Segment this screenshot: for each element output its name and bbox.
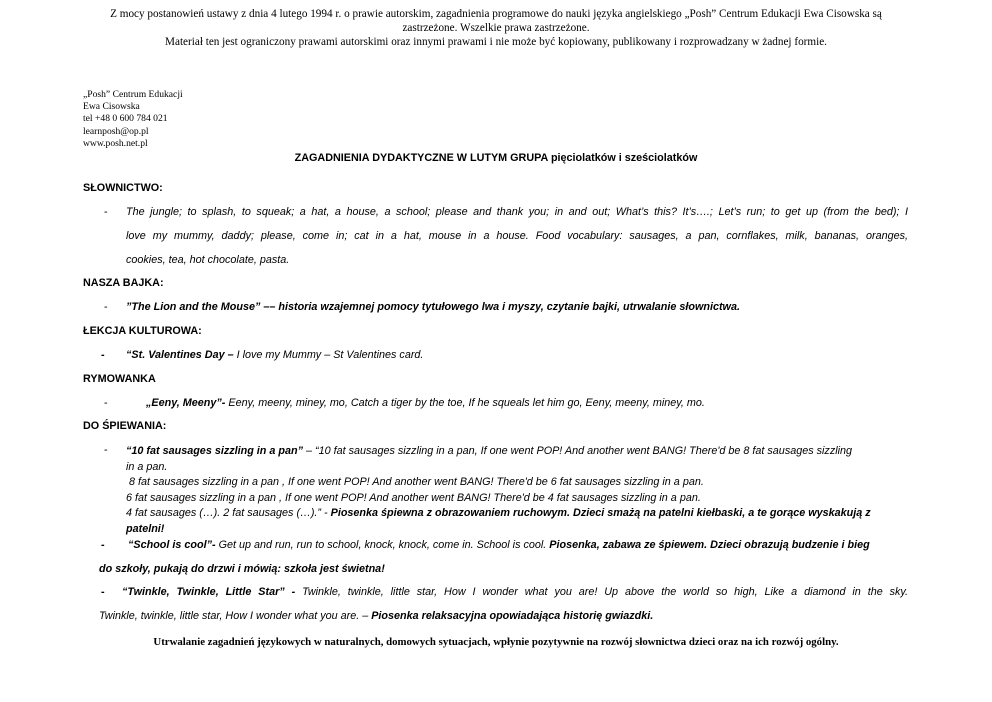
heading-lekcja-kulturowa: ŁEKCJA KULTUROWA: bbox=[83, 325, 202, 337]
bullet-dash: - bbox=[104, 301, 108, 313]
song-school-lyrics: Get up and run, run to school, knock, knock, come in. School is cool. bbox=[215, 539, 550, 551]
rhyme-lyrics: Eeny, meeny, miney, mo, Catch a tiger by the toe, If he squeals let him go, Eeny, meeny, miney, mo. bbox=[225, 397, 705, 409]
bullet-dash: - bbox=[101, 349, 105, 361]
org-name: „Posh” Centrum Edukacji bbox=[83, 89, 183, 100]
song-sausages bbox=[126, 444, 908, 538]
song-sausages-desc: Piosenka śpiewna z obrazowaniem ruchowym. Dzieci smażą na patelni kiełbaski, a te gorące wyskakują z bbox=[330, 507, 871, 520]
heading-rymowanka: RYMOWANKA bbox=[83, 373, 156, 385]
song-twinkle-line-1 bbox=[122, 586, 908, 598]
summary-footer: Utrwalanie zagadnień językowych w naturalnych, domowych sytuacjach, wpłynie pozytywnie na rozwój słownictwa dzieci oraz na ich rozwój ogólny. bbox=[153, 636, 839, 648]
song-twinkle-line-2 bbox=[99, 610, 653, 622]
vocabulary-list bbox=[126, 206, 908, 278]
bullet-dash: - bbox=[104, 206, 108, 218]
song-school-line-2: do szkoły, pukają do drzwi i mówią: szkoła jest świetna! bbox=[99, 563, 385, 575]
song-school-title: “School is cool”- bbox=[128, 539, 216, 551]
song-sausages-line-4: 6 fat sausages sizzling in a pan , If one went POP! And another went BANG! There'd be 4 fat sausages sizzling in a pan. bbox=[126, 491, 701, 504]
notice-line-3: Materiał ten jest ograniczony prawami autorskimi oraz innymi prawami i nie może być kopiowany, publikowany i rozprowadzany w żadnej formie. bbox=[165, 35, 827, 48]
song-twinkle-line-1-text bbox=[122, 586, 908, 598]
culture-lesson-title: “St. Valentines Day – bbox=[126, 349, 234, 361]
org-website: www.posh.net.pl bbox=[83, 137, 148, 149]
organization-info bbox=[83, 89, 183, 150]
org-person: Ewa Cisowska bbox=[83, 101, 140, 113]
song-sausages-line-6: patelni! bbox=[126, 522, 165, 535]
document-title: ZAGADNIENIA DYDAKTYCZNE W LUTYM GRUPA pięciolatków i sześciolatków bbox=[294, 152, 698, 164]
heading-slownictwo: SŁOWNICTWO: bbox=[83, 182, 163, 194]
heading-do-spiewania: DO ŚPIEWANIA: bbox=[83, 420, 167, 432]
heading-bajka: NASZA BAJKA: bbox=[83, 277, 164, 289]
song-school-desc: Piosenka, zabawa ze śpiewem. Dzieci obrazują budzenie i bieg bbox=[549, 539, 870, 551]
song-twinkle-desc: Piosenka relaksacyjna opowiadająca historię gwiazdki. bbox=[371, 610, 654, 622]
rhyme-text bbox=[146, 397, 705, 409]
vocabulary-line-1: The jungle; to splash, to squeak; a hat, a house, a school; please and thank you; in and out; What’s this? It’s….; Let’s run; to get up (from the bed); I bbox=[126, 206, 908, 218]
song-twinkle-title: “Twinkle, Twinkle, Little Star” - bbox=[122, 586, 296, 598]
culture-lesson-desc: I love my Mummy – St Valentines card. bbox=[233, 349, 424, 361]
culture-lesson-text bbox=[126, 349, 423, 361]
song-sausages-lyrics-1: – “10 fat sausages sizzling in a pan, If one went POP! And another went BANG! There'd be 8 fat sausages sizzling bbox=[303, 445, 853, 457]
bullet-dash: - bbox=[104, 397, 108, 409]
bullet-dash: - bbox=[101, 539, 105, 551]
rhyme-title: „Eeny, Meeny”- bbox=[146, 397, 226, 409]
bullet-dash: - bbox=[104, 444, 108, 456]
song-sausages-line-1 bbox=[126, 444, 908, 460]
fairy-tale-text: ”The Lion and the Mouse” –– historia wzajemnej pomocy tytułowego lwa i myszy, czytanie bajki, utrwalanie słownictwa. bbox=[126, 301, 740, 313]
song-twinkle-lyrics-2: Twinkle, twinkle, little star, How I wonder what you are. – bbox=[99, 610, 372, 622]
bullet-dash: - bbox=[101, 586, 105, 598]
song-twinkle-lyrics: Twinkle, twinkle, little star, How I wonder what you are! Up above the world so high, Like a diamond in the sky. bbox=[295, 586, 908, 598]
vocabulary-line-2: love my mummy, daddy; please, come in; cat in a hat, mouse in a house. Food vocabulary: sausages, a pan, cornflakes, milk, bananas, oranges, bbox=[126, 230, 908, 242]
notice-line-2: zastrzeżone. Wszelkie prawa zastrzeżone. bbox=[402, 21, 590, 34]
notice-line-1: Z mocy postanowień ustawy z dnia 4 lutego 1994 r. o prawie autorskim, zagadnienia programowe do nauki języka angielskiego „Posh” Centrum Edukacji Ewa Cisowska są bbox=[110, 8, 882, 20]
org-phone: tel +48 0 600 784 021 bbox=[83, 113, 168, 125]
song-sausages-line-2: in a pan. bbox=[126, 460, 168, 473]
song-sausages-line-5 bbox=[126, 506, 908, 522]
vocabulary-line-3: cookies, tea, hot chocolate, pasta. bbox=[126, 254, 290, 266]
song-school-line-1 bbox=[128, 539, 870, 551]
org-email: learnposh@op.pl bbox=[83, 125, 149, 137]
song-sausages-line-3: 8 fat sausages sizzling in a pan , If one went POP! And another went BANG! There'd be 6 fat sausages sizzling in a pan. bbox=[126, 476, 704, 489]
song-sausages-title: “10 fat sausages sizzling in a pan” bbox=[126, 445, 304, 457]
song-sausages-lyrics-5: 4 fat sausages (…). 2 fat sausages (…).” - bbox=[126, 507, 331, 520]
copyright-notice bbox=[60, 8, 932, 49]
